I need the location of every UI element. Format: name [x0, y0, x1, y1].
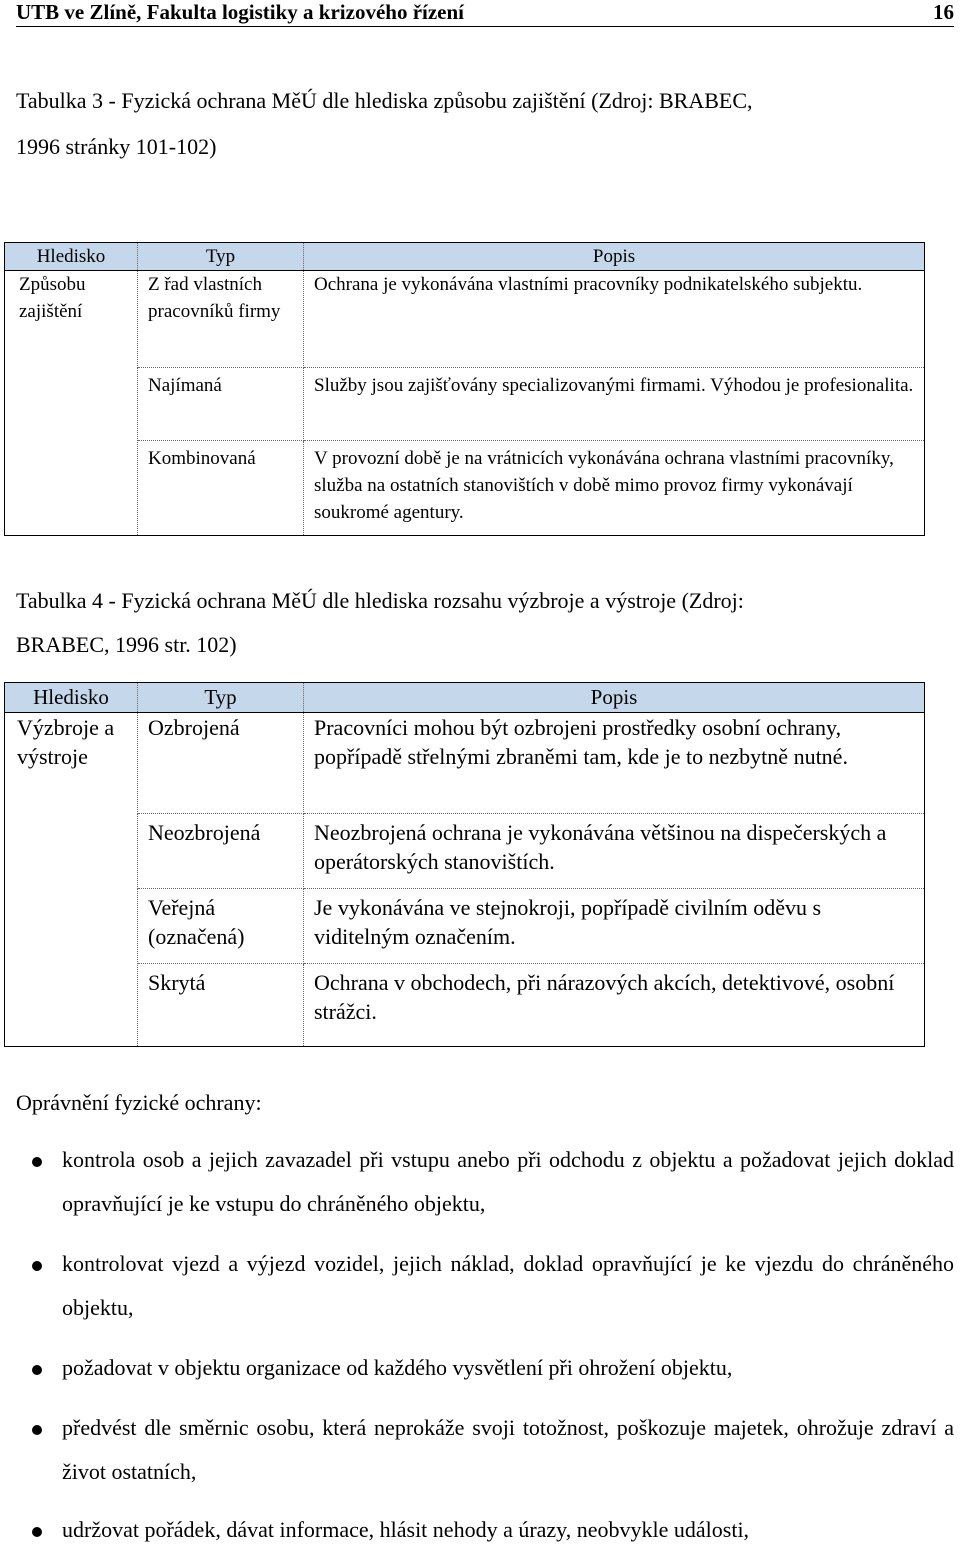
table-row: [5, 441, 925, 536]
table3: [4, 242, 925, 536]
section-label: Oprávnění fyzické ochrany:: [16, 1090, 262, 1115]
table4-header-type: Typ: [138, 683, 304, 713]
table4-desc: Neozbrojená ochrana je vykonávána většinou na dispečerských a operátorských stanovištích.: [304, 814, 925, 889]
bullet-icon: [32, 1157, 42, 1167]
bullet-icon: [32, 1365, 42, 1375]
list-item-text: kontrola osob a jejich zavazadel při vstupu anebo při odchodu z objektu a požadovat jejich doklad opravňující je ke vstupu do chráněného objektu,: [62, 1147, 954, 1216]
page-header: [16, 0, 954, 27]
list-item-text: udržovat pořádek, dávat informace, hlásit nehody a úrazy, neobvykle události,: [62, 1517, 750, 1542]
table3-header-aspect: Hledisko: [5, 243, 138, 271]
table4-desc: Ochrana v obchodech, při nárazových akcích, detektivové, osobní strážci.: [304, 964, 925, 1047]
table-row: [5, 889, 925, 964]
page-number: 16: [933, 0, 954, 24]
table-row: [5, 964, 925, 1047]
table3-desc: Služby jsou zajišťovány specializovanými firmami. Výhodou je profesionalita.: [304, 368, 925, 441]
table4-desc: Pracovníci mohou být ozbrojeni prostředky osobní ochrany, popřípadě střelnými zbraněmi tam, kde je to nezbytně nutné.: [304, 713, 925, 814]
table4-header-desc: Popis: [304, 683, 925, 713]
table3-header-desc: Popis: [304, 243, 925, 271]
table4-header-aspect: Hledisko: [5, 683, 138, 713]
table3-desc: Ochrana je vykonávána vlastními pracovníky podnikatelského subjektu.: [304, 271, 925, 368]
bullet-icon: [32, 1425, 42, 1435]
header-title: UTB ve Zlíně, Fakulta logistiky a krizového řízení: [16, 0, 465, 24]
table4-aspect: Výzbroje a výstroje: [5, 713, 138, 1047]
bullet-icon: [32, 1261, 42, 1271]
table4-desc: Je vykonávána ve stejnokroji, popřípadě civilním oděvu s viditelným označením.: [304, 889, 925, 964]
bullet-icon: [32, 1527, 42, 1537]
list-item-text: požadovat v objektu organizace od každého vysvětlení při ohrožení objektu,: [62, 1355, 733, 1380]
table3-header-row: [5, 243, 925, 271]
table4-type: Neozbrojená: [138, 814, 304, 889]
table-row: [5, 271, 925, 368]
table4-type: Veřejná (označená): [138, 889, 304, 964]
table3-type: Kombinovaná: [138, 441, 304, 536]
table3-header-type: Typ: [138, 243, 304, 271]
table3-caption-line2: 1996 stránky 101-102): [16, 134, 217, 159]
table4-type: Skrytá: [138, 964, 304, 1047]
table3-caption-line1: Tabulka 3 - Fyzická ochrana MěÚ dle hlediska způsobu zajištění (Zdroj: BRABEC,: [16, 88, 753, 113]
table4: [4, 682, 925, 1047]
table-row: [5, 713, 925, 814]
table3-type: Najímaná: [138, 368, 304, 441]
list-item-text: kontrolovat vjezd a výjezd vozidel, jejich náklad, doklad opravňující je ke vjezdu do chráněného objektu,: [62, 1251, 954, 1320]
table4-type: Ozbrojená: [138, 713, 304, 814]
table4-caption-line1: Tabulka 4 - Fyzická ochrana MěÚ dle hlediska rozsahu výzbroje a výstroje (Zdroj:: [16, 588, 744, 613]
table-row: [5, 368, 925, 441]
table3-desc: V provozní době je na vrátnicích vykonávána ochrana vlastními pracovníky, služba na ostatních stanovištích v době mimo provoz firmy vykonávají soukromé agentury.: [304, 441, 925, 536]
table4-header-row: [5, 683, 925, 713]
table4-caption-line2: BRABEC, 1996 str. 102): [16, 632, 237, 657]
table-row: [5, 814, 925, 889]
table3-aspect: Způsobu zajištění: [5, 271, 138, 536]
list-item-text: předvést dle směrnic osobu, která neprokáže svoji totožnost, poškozuje majetek, ohrožuje zdraví a život ostatních,: [62, 1415, 954, 1484]
table3-type: Z řad vlastních pracovníků firmy: [138, 271, 304, 368]
